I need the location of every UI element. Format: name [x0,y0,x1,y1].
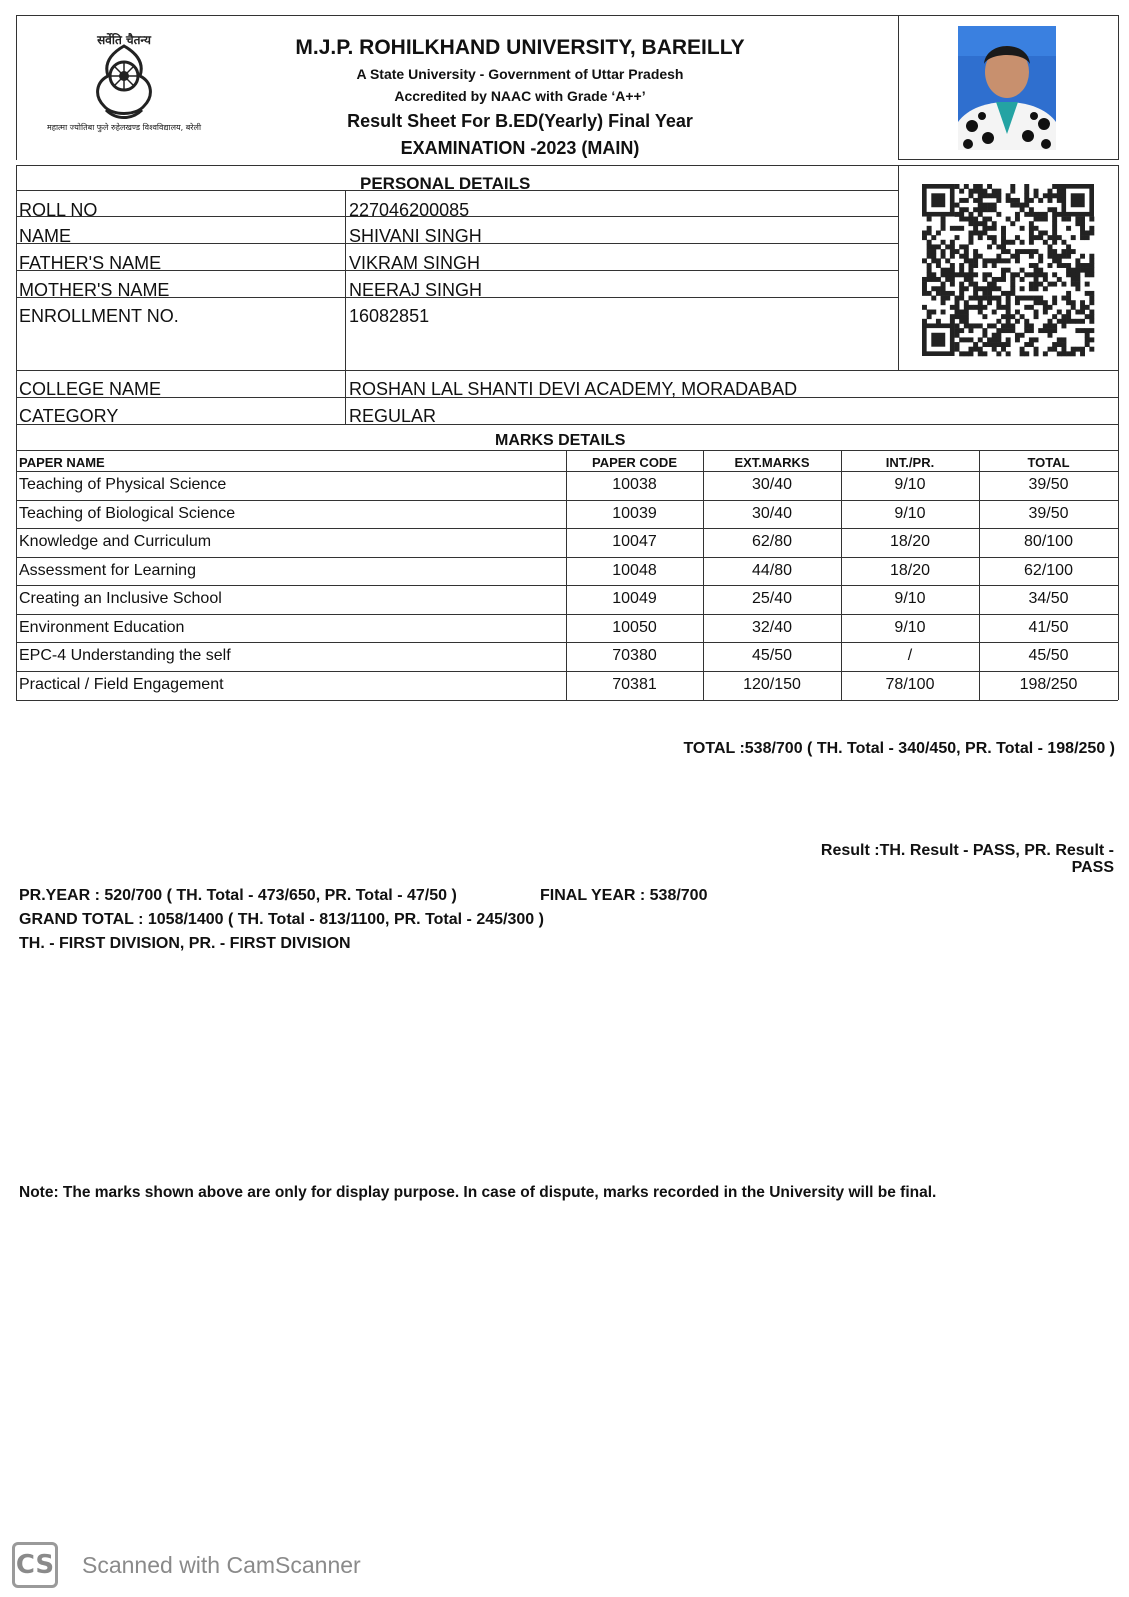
total-cell: 198/250 [1019,675,1078,693]
col-int-pr: INT./PR. [885,455,935,470]
total-cell: 41/50 [1028,618,1069,636]
paper-code-cell: 10050 [612,618,657,636]
paper-code-cell: 10049 [612,590,657,607]
total-cell: 39/50 [1028,504,1069,522]
paper-name-cell: EPC-4 Understanding the self [19,647,231,664]
enrollment-no-label: ENROLLMENT NO. [19,306,179,326]
name-value: SHIVANI SINGH [349,226,482,246]
total-cell: 34/50 [1028,590,1069,607]
camscanner-text: Scanned with CamScanner [82,1551,361,1578]
paper-name-cell: Assessment for Learning [19,561,196,579]
college-name-label: COLLEGE NAME [19,379,162,399]
university-name: M.J.P. ROHILKHAND UNIVERSITY, BAREILLY [295,36,745,59]
total-cell: 80/100 [1024,533,1073,550]
exam-title: EXAMINATION -2023 (MAIN) [400,138,640,158]
result-line-cont: PASS [1071,859,1114,876]
roll-no-value: 227046200085 [349,200,470,220]
col-paper-code: PAPER CODE [592,455,677,470]
int-pr-cell: 18/20 [889,533,931,550]
college-name-value: ROSHAN LAL SHANTI DEVI ACADEMY, MORADABAD [349,379,798,399]
sheet-title: Result Sheet For B.ED(Yearly) Final Year [347,111,693,131]
accreditation-text: Accredited by NAAC with Grade ‘A++’ [394,88,646,104]
marks-details-title: MARKS DETAILS [495,432,626,449]
col-paper-name: PAPER NAME [19,455,105,470]
paper-code-cell: 70381 [612,675,657,693]
father-name-label: FATHER'S NAME [19,253,162,273]
col-total: TOTAL [1027,455,1070,470]
int-pr-cell: 18/20 [889,561,931,579]
student-photo [958,26,1056,150]
camscanner-logo: CS [12,1542,58,1588]
ext-marks-cell: 62/80 [751,533,793,550]
ext-marks-cell: 44/80 [751,561,793,579]
paper-name-cell: Practical / Field Engagement [19,675,224,693]
int-pr-cell: 9/10 [894,504,926,522]
paper-code-cell: 10039 [612,504,657,522]
paper-code-cell: 10048 [612,561,657,579]
logo-bottom-text: महात्मा ज्योतिबा फुले रुहेलखण्ड विश्वविद्यालय, बरेली [46,123,202,132]
total-cell: 62/100 [1024,561,1073,579]
paper-name-cell: Teaching of Physical Science [19,476,227,493]
father-name-value: VIKRAM SINGH [349,253,481,273]
paper-name-cell: Teaching of Biological Science [19,504,236,522]
ext-marks-cell: 30/40 [751,504,793,522]
ext-marks-cell: 32/40 [751,618,793,636]
mother-name-value: NEERAJ SINGH [349,280,483,300]
qr-code [922,184,1094,356]
logo-top-text: सर्वेति चैतन्य [97,33,151,47]
int-pr-cell: 78/100 [885,675,935,693]
mother-name-label: MOTHER'S NAME [19,280,170,300]
paper-name-cell: Environment Education [19,618,185,636]
int-pr-cell: 9/10 [894,590,926,607]
category-value: REGULAR [349,406,437,426]
final-year-line: FINAL YEAR : 538/700 [540,887,708,904]
ext-marks-cell: 30/40 [751,476,793,493]
university-logo [46,24,202,142]
grand-total-line: GRAND TOTAL : 1058/1400 ( TH. Total - 813/1100, PR. Total - 245/300 ) [19,911,544,928]
total-cell: 39/50 [1028,476,1069,493]
paper-code-cell: 10047 [612,533,657,550]
int-pr-cell: 9/10 [894,618,926,636]
camscanner-watermark [12,1542,361,1588]
division-line: TH. - FIRST DIVISION, PR. - FIRST DIVISION [19,935,351,952]
int-pr-cell: 9/10 [894,476,926,493]
ext-marks-cell: 120/150 [743,675,801,693]
ext-marks-cell: 25/40 [751,590,793,607]
name-label: NAME [19,226,72,246]
university-subtitle: A State University - Government of Uttar Pradesh [356,66,684,82]
paper-code-cell: 10038 [612,476,657,493]
personal-details-title: PERSONAL DETAILS [360,174,531,193]
paper-name-cell: Knowledge and Curriculum [19,533,212,550]
disclaimer-note: Note: The marks shown above are only for display purpose. In case of dispute, marks recorded in the University will be final. [19,1184,937,1201]
paper-name-cell: Creating an Inclusive School [19,590,222,607]
category-label: CATEGORY [19,406,119,426]
total-cell: 45/50 [1028,647,1069,664]
ext-marks-cell: 45/50 [751,647,793,664]
enrollment-no-value: 16082851 [349,306,430,326]
int-pr-cell: / [907,647,913,664]
col-ext-marks: EXT.MARKS [734,455,810,470]
roll-no-label: ROLL NO [19,200,98,220]
total-line: TOTAL :538/700 ( TH. Total - 340/450, PR. Total - 198/250 ) [683,740,1115,757]
pr-year-line: PR.YEAR : 520/700 ( TH. Total - 473/650, PR. Total - 47/50 ) [19,887,457,904]
result-line: Result :TH. Result - PASS, PR. Result - [820,842,1114,859]
paper-code-cell: 70380 [612,647,657,664]
